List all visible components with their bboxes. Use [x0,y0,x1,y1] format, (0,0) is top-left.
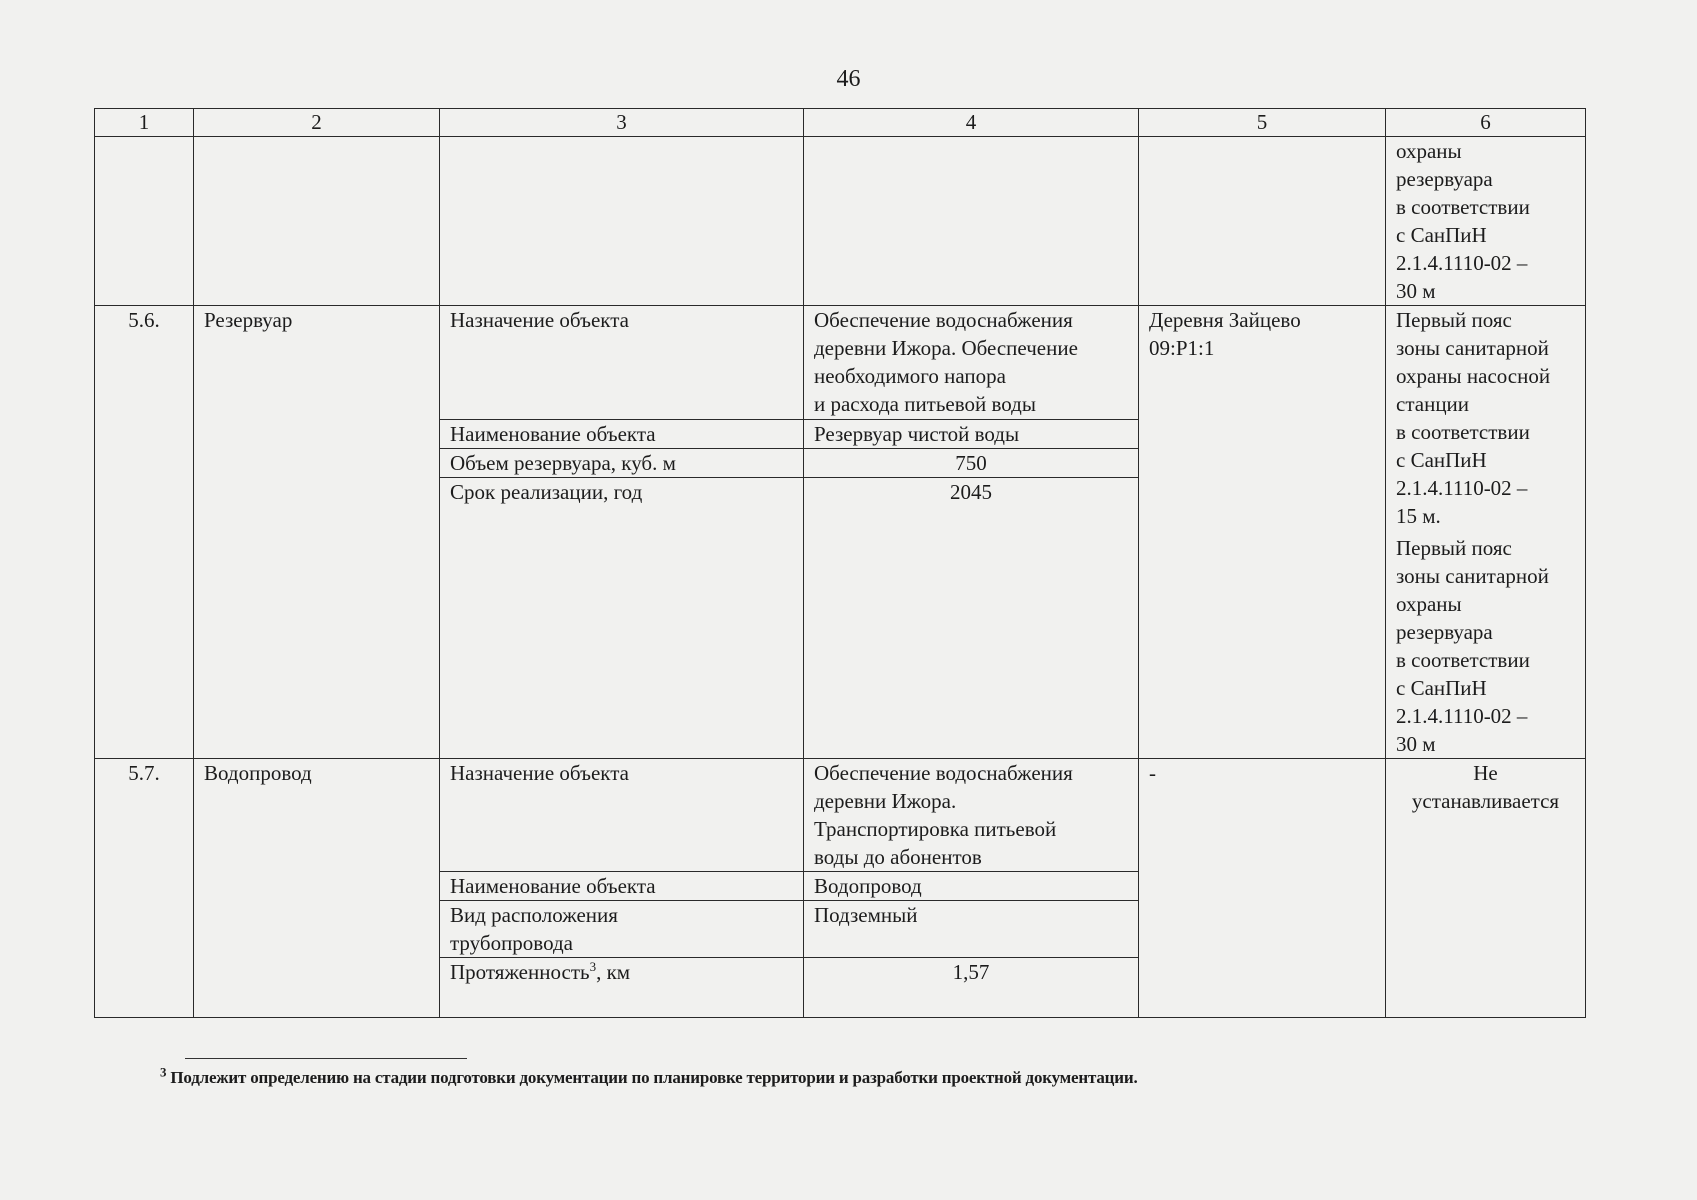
header-cell: 4 [804,109,1139,137]
object-name: Резервуар [194,306,440,759]
header-row [95,109,1586,137]
header-cell: 6 [1386,109,1586,137]
table-row [95,759,1586,872]
property-value: Водопровод [804,872,1139,901]
footnote [160,1064,1138,1088]
property-label: Вид расположения трубопровода [440,901,804,958]
property-label: Срок реализации, год [440,478,804,759]
continuation-row [95,137,1586,306]
property-label: Наименование объекта [440,872,804,901]
location-cell: Деревня Зайцево 09:Р1:1 [1139,306,1386,759]
property-label: Протяженность$^3$, км [440,958,804,1018]
zone-cell: Не устанавливается [1386,759,1586,1018]
property-value: Обеспечение водоснабжения деревни Ижора. Обеспечение необходимого напора и расхода питьевой воды [804,306,1139,420]
zone-cell: охраны резервуара в соответствии с СанПиН 2.1.4.1110-02 – 30 м [1386,137,1586,306]
footnote-separator [185,1058,467,1059]
property-label: Наименование объекта [440,419,804,448]
header-cell: 2 [194,109,440,137]
header-cell: 3 [440,109,804,137]
header-cell: 5 [1139,109,1386,137]
zone-cell: Первый пояс зоны санитарной охраны насосной станции в соответствии с СанПиН 2.1.4.1110-02 – 15 м. Первый пояс зоны санитарной охраны резервуара в соответствии с СанПиН 2.1.4.1110-02 – 30 м [1386,306,1586,759]
header-cell: 1 [95,109,194,137]
page-number: 46 [836,66,861,92]
property-label: Назначение объекта [440,306,804,420]
property-value: 2045 [804,478,1139,759]
footnote-ref: 3 [589,959,597,974]
property-value: Подземный [804,901,1139,958]
row-number: 5.6. [95,306,194,759]
object-name: Водопровод [194,759,440,1018]
objects-table [94,108,1586,1018]
property-value: Резервуар чистой воды [804,419,1139,448]
property-value: 1,57 [804,958,1139,1018]
property-value: 750 [804,448,1139,477]
property-label: Назначение объекта [440,759,804,872]
property-label: Объем резервуара, куб. м [440,448,804,477]
table-row [95,306,1586,420]
footnote-mark: 3 [160,1064,167,1080]
footnote-text: Подлежит определению на стадии подготовки документации по планировке территории и разработки проектной документации. [170,1068,1138,1087]
row-number: 5.7. [95,759,194,1018]
property-value: Обеспечение водоснабжения деревни Ижора. Транспортировка питьевой воды до абонентов [804,759,1139,872]
location-cell: - [1139,759,1386,1018]
